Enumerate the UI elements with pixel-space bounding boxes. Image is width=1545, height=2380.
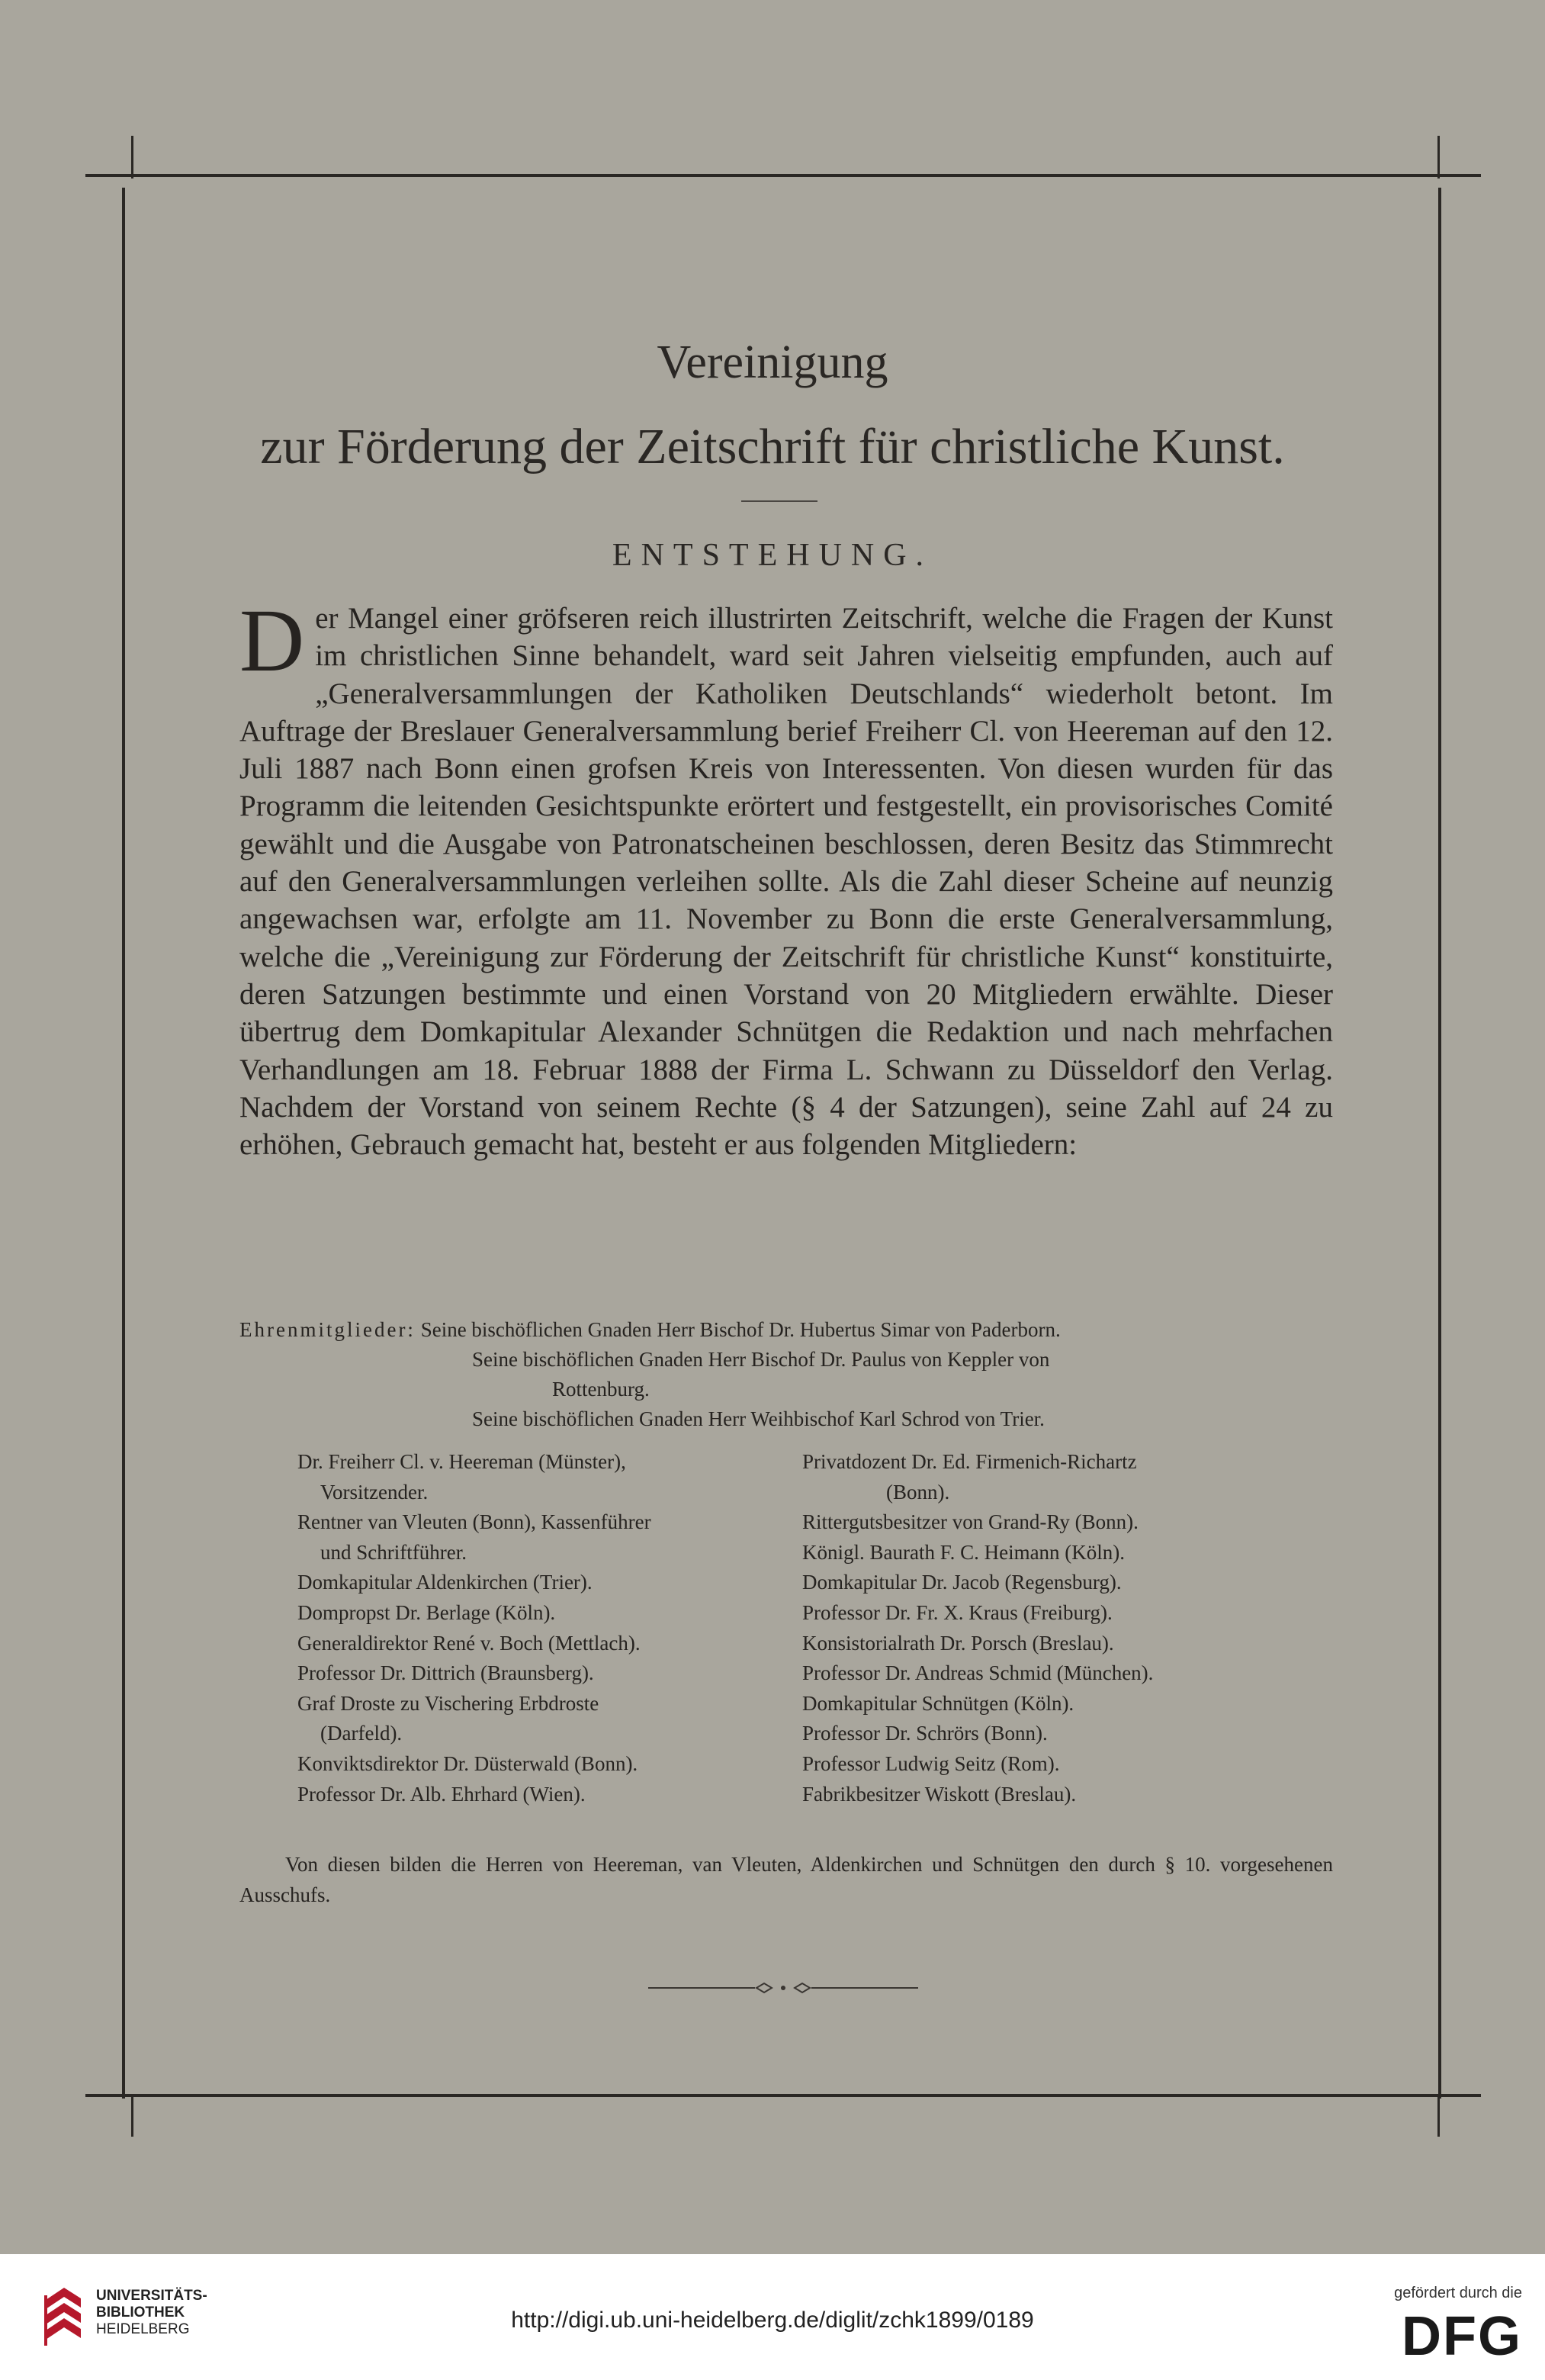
member-entry: Königl. Baurath F. C. Heimann (Köln). xyxy=(802,1540,1126,1564)
frame-top-rule xyxy=(85,174,1481,177)
member-entry: Dr. Freiherr Cl. v. Heereman (Münster), xyxy=(297,1450,626,1473)
member-entry-continued: (Bonn). xyxy=(886,1480,950,1504)
member-entry-continued: Vorsitzender. xyxy=(320,1480,429,1504)
dropcap-letter: D xyxy=(239,590,305,690)
member-entry: Professor Ludwig Seitz (Rom). xyxy=(802,1751,1060,1775)
member-entry: Generaldirektor René v. Boch (Mettlach). xyxy=(297,1631,641,1655)
library-name-line2: BIBLIOTHEK xyxy=(96,2304,185,2320)
frame-bottom-tick-right xyxy=(1437,2094,1440,2137)
member-entry: Privatdozent Dr. Ed. Firmenich-Richartz xyxy=(802,1450,1137,1473)
member-entry: Rittergutsbesitzer von Grand-Ry (Bonn). xyxy=(802,1510,1139,1534)
body-paragraph xyxy=(239,590,1333,1163)
page-title-line2: zur Förderung der Zeitschrift für christliche Kunst. xyxy=(260,419,1285,474)
member-entry: Domkapitular Dr. Jacob (Regensburg). xyxy=(802,1571,1122,1594)
member-entry: Domkapitular Schnütgen (Köln). xyxy=(802,1691,1074,1715)
member-entry-continued: (Darfeld). xyxy=(320,1722,403,1745)
digitization-footer xyxy=(0,2254,1545,2380)
member-entry: Professor Dr. Dittrich (Braunsberg). xyxy=(297,1661,594,1685)
honorary-entry: Seine bischöflichen Gnaden Herr Bischof Dr. Hubertus Simar von Paderborn. xyxy=(420,1318,1061,1341)
honorary-entry-continued: Rottenburg. xyxy=(552,1378,650,1401)
body-paragraph-text: er Mangel einer gröfseren reich illustrirten Zeitschrift, welche die Fragen der Kunst im christlichen Sinne behandelt, ward seit Jahren vielseitig empfunden, auch auf „Generalversammlungen der Katholiken Deutschlands“ wiederholt betont. Im Auftrage der Breslauer Generalversammlung berief Freiherr Cl. von Heereman auf den 12. Juli 1887 nach Bonn einen grofsen Kreis von Interessenten. Von diesen wurden für das Programm die leitenden Gesichtspunkte erörtert und festgestellt, ein provisorisches Comité gewählt und die Ausgabe von Patronatscheinen beschlossen, deren Besitz das Stimmrecht auf den Generalversammlungen verleihen sollte. Als die Zahl dieser Scheine auf neunzig angewachsen war, erfolgte am 11. November zu Bonn die erste Generalversammlung, welche die „Vereinigung zur Förderung der Zeitschrift für christliche Kunst“ konstituirte, deren Satzungen bestimmte und einen Vorstand von 20 Mitgliedern erwählte. Dieser übertrug dem Domkapitular Alexander Schnütgen die Redaktion und nach mehrfachen Verhandlungen am 18. Februar 1888 der Firma L. Schwann zu Düsseldorf den Verlag. Nachdem der Vorstand von seinem Rechte (§ 4 der Satzungen), seine Zahl auf 24 zu erhöhen, Gebrauch gemacht hat, besteht er aus folgenden Mitgliedern: xyxy=(239,602,1333,1162)
dfg-logo: DFG xyxy=(1402,2306,1522,2367)
page-title-line1: Vereinigung xyxy=(657,336,888,388)
member-entry: Konsistorialrath Dr. Porsch (Breslau). xyxy=(802,1631,1114,1655)
members-column-right xyxy=(802,1447,1351,1809)
member-entry: Konviktsdirektor Dr. Düsterwald (Bonn). xyxy=(297,1751,638,1775)
member-entry: Graf Droste zu Vischering Erbdroste xyxy=(297,1691,599,1715)
frame-top-tick-right xyxy=(1437,136,1440,178)
member-entry: Dompropst Dr. Berlage (Köln). xyxy=(297,1600,556,1624)
frame-bottom-tick-left xyxy=(131,2094,133,2137)
member-entry-continued: und Schriftführer. xyxy=(320,1540,467,1564)
funding-caption: gefördert durch die xyxy=(1394,2285,1522,2301)
member-entry: Professor Dr. Alb. Ehrhard (Wien). xyxy=(297,1782,586,1806)
ornament-divider xyxy=(648,1980,918,1996)
member-entry: Professor Dr. Fr. X. Kraus (Freiburg). xyxy=(802,1600,1113,1624)
honorary-line-1 xyxy=(239,1315,1333,1345)
members-column-left xyxy=(297,1447,785,1809)
library-name-line3: HEIDELBERG xyxy=(96,2321,190,2337)
member-entry: Professor Dr. Andreas Schmid (München). xyxy=(802,1661,1154,1685)
frame-bottom-rule xyxy=(85,2094,1481,2097)
title-divider xyxy=(741,500,817,502)
permalink-url[interactable]: http://digi.ub.uni-heidelberg.de/diglit/zchk1899/0189 xyxy=(511,2308,1034,2333)
member-entry: Fabrikbesitzer Wiskott (Breslau). xyxy=(802,1782,1077,1806)
library-name-line1: UNIVERSITÄTS- xyxy=(96,2288,207,2304)
honorary-entry: Seine bischöflichen Gnaden Herr Weihbischof Karl Schrod von Trier. xyxy=(472,1407,1045,1430)
section-heading: ENTSTEHUNG. xyxy=(612,538,933,573)
member-entry: Professor Dr. Schrörs (Bonn). xyxy=(802,1722,1048,1745)
honorary-label: Ehrenmitglieder: xyxy=(239,1318,416,1341)
honorary-entry: Seine bischöflichen Gnaden Herr Bischof Dr. Paulus von Keppler von xyxy=(472,1348,1050,1371)
committee-note: Von diesen bilden die Herren von Heereman, van Vleuten, Aldenkirchen und Schnütgen den durch § 10. vorgesehenen Ausschufs. xyxy=(239,1853,1333,1906)
member-entry: Domkapitular Aldenkirchen (Trier). xyxy=(297,1571,593,1594)
member-entry: Rentner van Vleuten (Bonn), Kassenführer xyxy=(297,1510,651,1534)
frame-top-tick-left xyxy=(131,136,133,178)
honorary-members-block xyxy=(239,1315,1333,1434)
